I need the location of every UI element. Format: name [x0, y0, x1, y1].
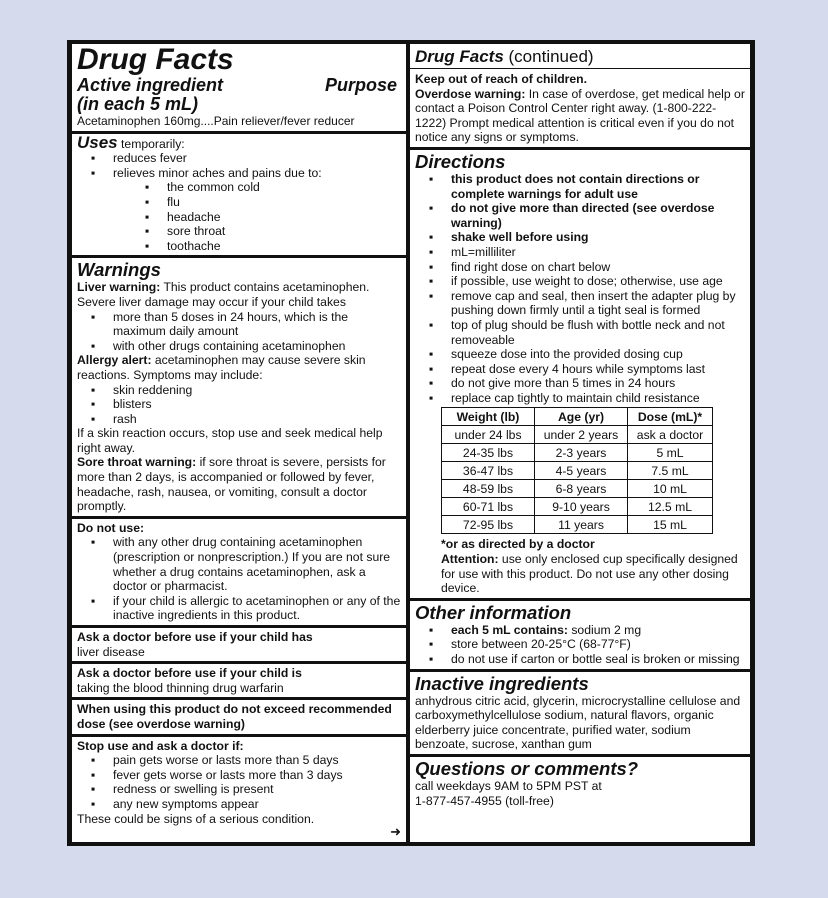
purpose-heading: Purpose	[324, 75, 397, 95]
uses-intro-line	[77, 133, 401, 152]
table-cell: 36-47 lbs	[442, 462, 535, 480]
right-column	[410, 44, 750, 842]
continued-title-main: Drug Facts	[415, 47, 504, 66]
ask-doctor-is-text: taking the blood thinning drug warfarin	[77, 680, 284, 695]
warnings-heading: Warnings	[77, 259, 161, 281]
table-cell: 4-5 years	[535, 462, 628, 480]
stop-use-list	[77, 753, 401, 811]
continued-title-suffix: (continued)	[503, 47, 594, 66]
table-cell: under 24 lbs	[442, 426, 535, 444]
active-ingredient-line: Acetaminophen 160mg....Pain reliever/fever reducer	[77, 114, 355, 128]
continued-title	[410, 46, 750, 69]
dosage-footnote-text: *or as directed by a doctor	[441, 537, 595, 552]
ask-doctor-has-label: Ask a doctor before use if your child has	[77, 630, 313, 644]
inactive-ingredients-text: anhydrous citric acid, glycerin, microcrystalline cellulose and carboxymethylcellulose sodium, natural flavors, organic elderberry juice concentrate, purified water, sodium benzoate, sucrose, xanthan gum	[415, 693, 741, 752]
do-not-use-box	[72, 519, 406, 625]
other-information-heading: Other information	[415, 601, 572, 623]
questions-box	[410, 757, 750, 842]
list-item: ▪ skin reddening	[77, 383, 401, 398]
active-ingredient-box	[72, 44, 406, 131]
table-cell: 11 years	[535, 516, 628, 534]
list-item: ▪ do not use if carton or bottle seal is broken or missing	[415, 652, 745, 667]
table-row	[442, 498, 713, 516]
list-item: ▪ toothache	[77, 239, 401, 254]
allergy-alert-label: Allergy alert:	[77, 353, 152, 368]
list-item: ▪ top of plug should be flush with bottle neck and not removeable	[415, 318, 745, 347]
list-item: ▪ if possible, use weight to dose; otherwise, use age	[415, 274, 745, 289]
inactive-ingredients-heading: Inactive ingredients	[415, 672, 589, 694]
uses-heading: Uses	[77, 133, 118, 152]
list-item	[415, 623, 745, 638]
list-item: ▪ do not give more than 5 times in 24 hours	[415, 376, 745, 391]
uses-list	[77, 151, 401, 180]
when-using-label: When using this product do not exceed recommended dose (see overdose warning)	[77, 702, 392, 731]
table-header-cell: Age (yr)	[535, 408, 628, 426]
table-row	[442, 462, 713, 480]
table-cell: 6-8 years	[535, 480, 628, 498]
table-cell: under 2 years	[535, 426, 628, 444]
ask-doctor-has-text: liver disease	[77, 644, 145, 659]
list-item: ▪ mL=milliliter	[415, 245, 745, 260]
other-info-label: each 5 mL contains:	[451, 622, 568, 637]
attention-text	[415, 552, 745, 596]
questions-phone: 1-877-457-4955 (toll-free)	[415, 793, 554, 808]
stop-use-footer: These could be signs of a serious condition.	[77, 811, 315, 826]
table-cell: 5 mL	[628, 444, 713, 462]
directions-bold-item: this product does not contain directions or complete warnings for adult use	[451, 171, 700, 201]
ask-doctor-is-heading	[77, 666, 401, 681]
table-cell: 12.5 mL	[628, 498, 713, 516]
ask-doctor-is-label: Ask a doctor before use if your child is	[77, 666, 302, 681]
table-cell: 72-95 lbs	[442, 516, 535, 534]
list-item: ▪ relieves minor aches and pains due to:	[77, 166, 401, 181]
skin-reaction-text: If a skin reaction occurs, stop use and seek medical help right away.	[77, 426, 383, 455]
allergy-alert-text: acetaminophen may cause severe skin reactions. Symptoms may include:	[77, 353, 366, 382]
list-item: ▪ blisters	[77, 397, 401, 412]
directions-heading: Directions	[415, 150, 506, 172]
list-item: ▪ fever gets worse or lasts more than 3 days	[77, 768, 401, 783]
list-item: ▪ with any other drug containing acetaminophen (prescription or nonprescription.) If you are not sure whether a drug contains acetaminophen, ask a doctor or pharmacist.	[77, 535, 401, 593]
table-cell: 48-59 lbs	[442, 480, 535, 498]
stop-use-heading	[77, 739, 401, 754]
list-item: ▪ remove cap and seal, then insert the adapter plug by pushing down firmly until a tight seal is formed	[415, 289, 745, 318]
overdose-text: In case of overdose, get medical help or contact a Poison Control Center right away. (1-800-222-1222) Prompt medical attention is critical even if you do not notice any signs or symptoms.	[415, 86, 745, 145]
table-cell: 9-10 years	[535, 498, 628, 516]
list-item: ▪ pain gets worse or lasts more than 5 days	[77, 753, 401, 768]
list-item: ▪ redness or swelling is present	[77, 782, 401, 797]
warnings-box	[72, 258, 406, 516]
ask-doctor-is-box	[72, 664, 406, 697]
list-item: ▪ headache	[77, 210, 401, 225]
left-column	[72, 44, 406, 842]
list-item: ▪ more than 5 doses in 24 hours, which is the maximum daily amount	[77, 310, 401, 339]
overdose-label: Overdose warning:	[415, 86, 526, 101]
table-cell: 10 mL	[628, 480, 713, 498]
other-information-box	[410, 601, 750, 669]
list-item: ▪ repeat dose every 4 hours while symptoms last	[415, 362, 745, 377]
table-header-row	[442, 408, 713, 426]
do-not-use-label: Do not use:	[77, 520, 145, 535]
drug-facts-panel	[67, 40, 755, 846]
list-item: ▪ squeeze dose into the provided dosing cup	[415, 347, 745, 362]
table-cell: ask a doctor	[628, 426, 713, 444]
list-item: ▪ reduces fever	[77, 151, 401, 166]
uses-intro: temporarily:	[117, 136, 185, 151]
do-not-use-list	[77, 535, 401, 623]
list-item: ▪ flu	[77, 195, 401, 210]
questions-line-1: call weekdays 9AM to 5PM PST at	[415, 779, 602, 793]
dosage-footnote	[415, 537, 745, 552]
uses-box	[72, 134, 406, 256]
list-item	[415, 172, 745, 201]
directions-bold-item: do not give more than directed (see overdose warning)	[451, 201, 715, 230]
list-item: ▪ rash	[77, 412, 401, 427]
arrow-right-icon: ➜	[390, 824, 401, 840]
list-item: ▪ store between 20-25°C (68-77°F)	[415, 637, 745, 652]
stop-use-label: Stop use and ask a doctor if:	[77, 738, 244, 753]
list-item	[415, 201, 745, 230]
attention-label: Attention:	[441, 552, 499, 567]
list-item: ▪ find right dose on chart below	[415, 260, 745, 275]
directions-box	[410, 150, 750, 598]
list-item	[415, 230, 745, 245]
do-not-use-heading	[77, 521, 401, 536]
list-item: ▪ if your child is allergic to acetaminophen or any of the inactive ingredients in this product.	[77, 594, 401, 623]
attention-body: use only enclosed cup specifically designed for use with this product. Do not use any other dosing device.	[441, 552, 738, 596]
ask-doctor-has-box	[72, 628, 406, 661]
table-cell: 15 mL	[628, 516, 713, 534]
active-ingredient-header	[77, 76, 401, 95]
table-header-cell: Weight (lb)	[442, 408, 535, 426]
table-cell: 60-71 lbs	[442, 498, 535, 516]
continued-box	[410, 44, 750, 147]
table-cell: 2-3 years	[535, 444, 628, 462]
page-title: Drug Facts	[77, 44, 234, 76]
table-cell: 7.5 mL	[628, 462, 713, 480]
list-item: ▪ with other drugs containing acetaminophen	[77, 339, 401, 354]
directions-bold-item: shake well before using	[451, 230, 589, 245]
list-item: ▪ any new symptoms appear	[77, 797, 401, 812]
stop-use-box	[72, 737, 406, 842]
inactive-ingredients-box	[410, 672, 750, 754]
sore-throat-text: if sore throat is severe, persists for more than 2 days, is accompanied or followed by fever, headache, rash, nausea, or vomiting, consult a doctor promptly.	[77, 455, 386, 514]
other-information-list	[415, 623, 745, 667]
dosage-table	[441, 407, 713, 534]
keep-out-label: Keep out of reach of children.	[415, 72, 587, 86]
table-row	[442, 480, 713, 498]
liver-warning-label: Liver warning:	[77, 280, 161, 295]
when-using-heading	[77, 702, 401, 731]
list-item: ▪ sore throat	[77, 224, 401, 239]
active-ingredient-heading: Active ingredient	[77, 75, 224, 95]
liver-warning	[77, 280, 401, 309]
allergy-alert	[77, 353, 401, 382]
table-row	[442, 444, 713, 462]
table-header-cell: Dose (mL)*	[628, 408, 713, 426]
sore-throat-warning	[77, 455, 401, 513]
overdose-warning	[415, 87, 745, 145]
other-info-text: sodium 2 mg	[567, 622, 642, 637]
keep-out-text	[415, 72, 745, 87]
questions-heading: Questions or comments?	[415, 758, 639, 779]
allergy-list	[77, 383, 401, 427]
table-cell: 24-35 lbs	[442, 444, 535, 462]
table-row	[442, 516, 713, 534]
list-item: ▪ the common cold	[77, 180, 401, 195]
when-using-box	[72, 700, 406, 733]
directions-list	[415, 172, 745, 406]
sore-throat-label: Sore throat warning:	[77, 455, 197, 470]
ask-doctor-has-heading	[77, 630, 401, 645]
active-ingredient-subheading: (in each 5 mL)	[77, 94, 199, 114]
liver-warning-text: This product contains acetaminophen. Severe liver damage may occur if your child takes	[77, 280, 370, 309]
liver-warning-list	[77, 310, 401, 354]
uses-sublist	[77, 180, 401, 253]
table-row	[442, 426, 713, 444]
list-item: ▪ replace cap tightly to maintain child resistance	[415, 391, 745, 406]
